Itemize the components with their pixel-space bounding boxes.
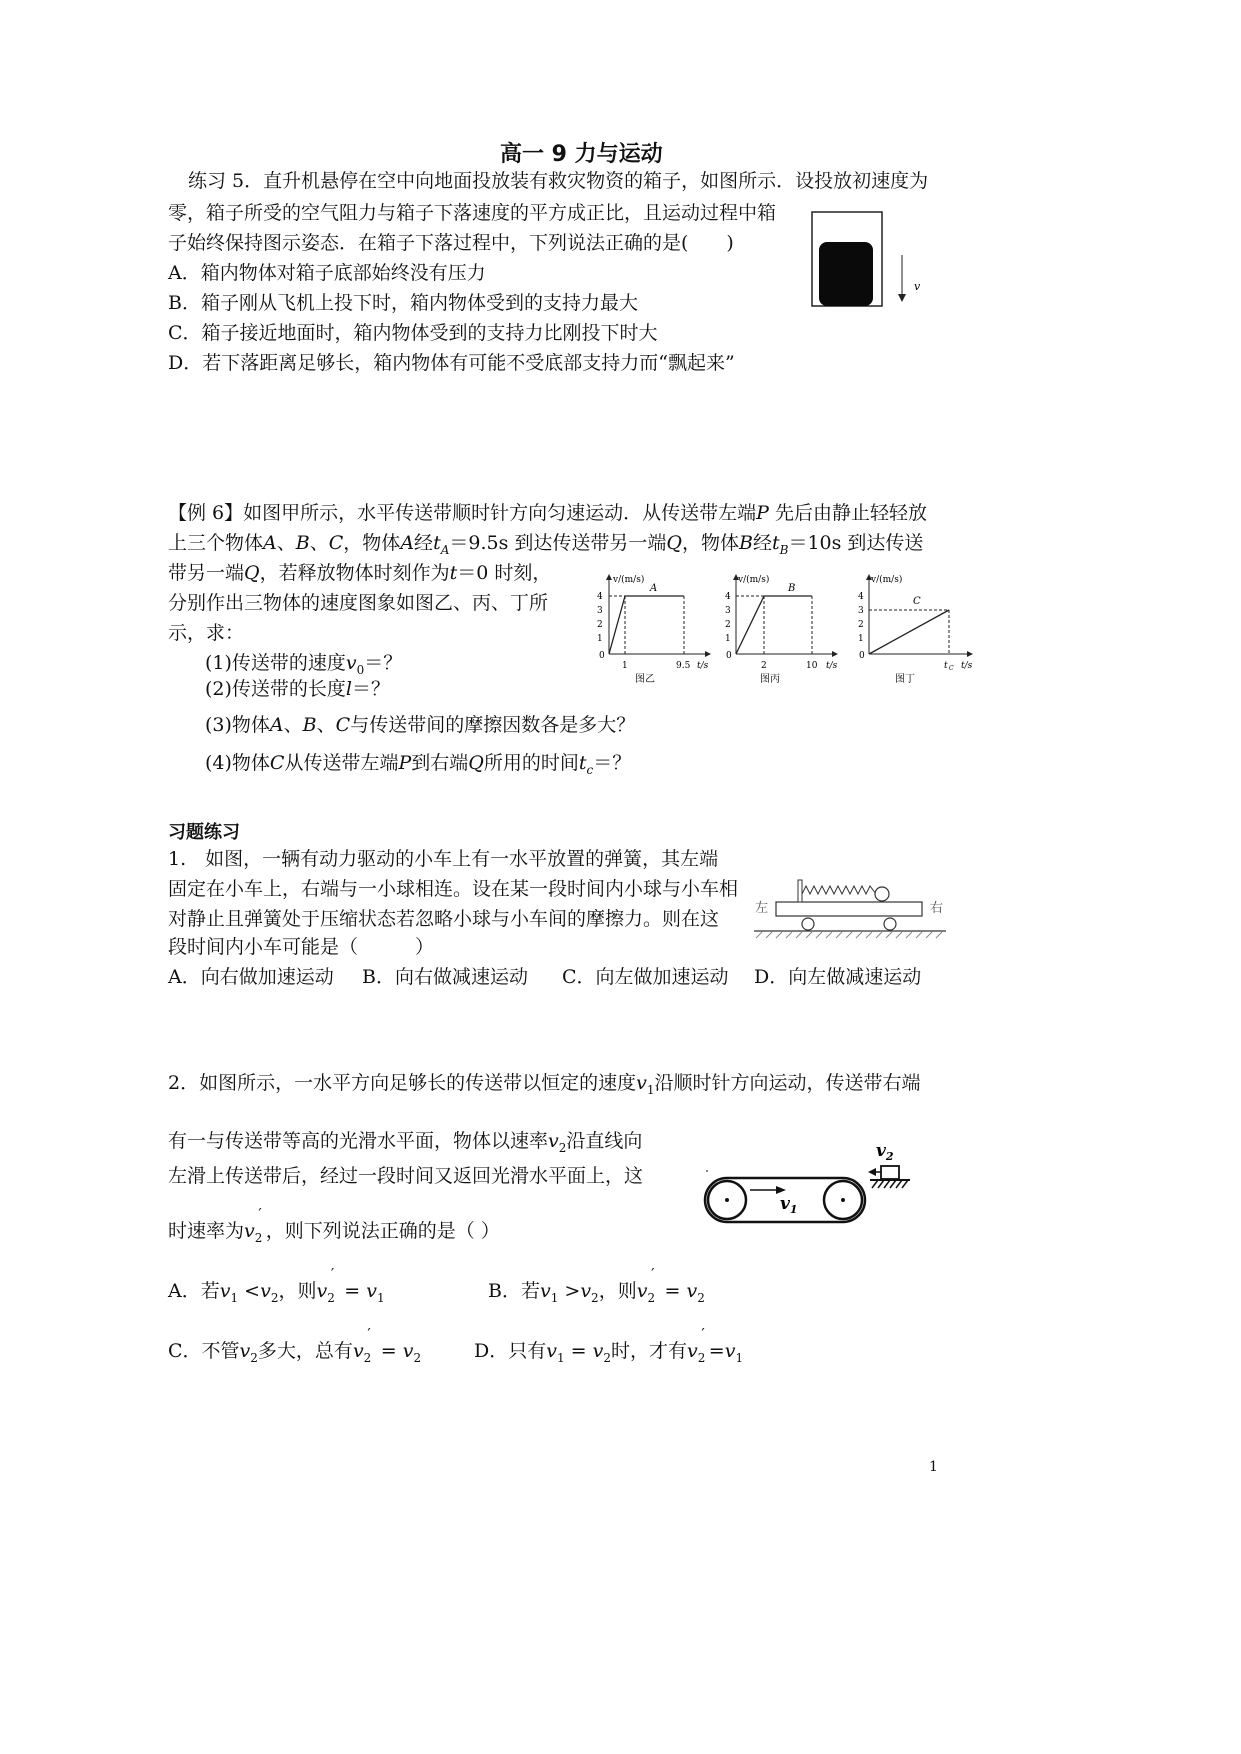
p2-line1: 2．如图所示，一水平方向足够长的传送带以恒定的速度$v_1$沿顺时针方向运动，传送带右端	[168, 1072, 921, 1097]
svg-text:t: t	[944, 661, 948, 671]
p2-option-b: B．若$v_1 >v_2$，则$v_2' = v_2$	[488, 1265, 705, 1305]
svg-text:t/s: t/s	[697, 661, 709, 671]
svg-text:0: 0	[859, 651, 865, 661]
cart-figure	[752, 872, 948, 944]
p2-option-c: C．不管$v_2$多大，总有$v_2' = v_2$	[168, 1325, 422, 1365]
svg-text:v/(m/s): v/(m/s)	[738, 575, 770, 585]
v2-label: $v_2$	[876, 1141, 894, 1163]
p1-option-c: C．向左做加速运动	[562, 966, 729, 988]
conveyor-figure	[700, 1132, 916, 1232]
wheel-right-icon	[884, 918, 896, 930]
p2-option-d: D．只有$v_1 = v_2$时，才有$v_2'=v_1$	[474, 1325, 744, 1365]
p2-line2: 有一与传送带等高的光滑水平面，物体以速率$v_2$沿直线向	[168, 1130, 643, 1155]
svg-text:4: 4	[597, 592, 603, 602]
p2-option-a: A．若$v_1 <v_2$，则$v_2' = v_1$	[168, 1265, 385, 1305]
svg-text:3: 3	[725, 606, 731, 616]
ex5-option-c: C．箱子接近地面时，箱内物体受到的支持力比刚投下时大	[168, 322, 658, 344]
ex5-option-b: B．箱子刚从飞机上投下时，箱内物体受到的支持力最大	[168, 292, 638, 314]
svg-text:t/s: t/s	[961, 661, 973, 671]
cargo-block	[819, 242, 873, 306]
ex6-line4: 分别作出三物体的速度图象如图乙、丙、丁所	[168, 592, 549, 614]
svg-text:C: C	[949, 665, 954, 672]
svg-text:v/(m/s): v/(m/s)	[613, 575, 645, 585]
ex6-question-2: (2)传送带的长度l＝？	[205, 678, 391, 700]
svg-text:2: 2	[597, 620, 603, 630]
object-block	[881, 1166, 899, 1179]
svg-text:图丙: 图丙	[760, 674, 780, 684]
svg-text:v/(m/s): v/(m/s)	[871, 575, 903, 585]
p1-option-a: A．向右做加速运动	[168, 966, 334, 988]
graph-ding-ramp	[869, 610, 949, 654]
practice-heading: 习题练习	[168, 822, 240, 843]
svg-text:1: 1	[622, 661, 628, 671]
svg-text:0: 0	[599, 651, 605, 661]
p1-line3: 对静止且弹簧处于压缩状态若忽略小球与小车间的摩擦力。则在这	[168, 908, 720, 930]
ex5-option-d: D．若下落距离足够长，箱内物体有可能不受底部支持力而“飘起来”	[168, 352, 735, 374]
p1-line4: 段时间内小车可能是（ ）	[168, 936, 435, 958]
ex5-line1: 练习 5．直升机悬停在空中向地面投放装有救灾物资的箱子，如图所示．设投放初速度为	[188, 170, 929, 192]
ball-icon	[875, 887, 889, 901]
ex6-line3: 带另一端Q，若释放物体时刻作为t＝0 时刻，	[168, 562, 552, 584]
v1-label: $v_1$	[780, 1194, 798, 1216]
ex6-question-3: (3)物体A、B、C与传送带间的摩擦因数各是多大？	[205, 714, 636, 736]
svg-text:4: 4	[858, 592, 864, 602]
p1-line2: 固定在小车上，右端与一小球相连。设在某一段时间内小球与小车相	[168, 878, 739, 900]
p2-line3: 左滑上传送带后，经过一段时间又返回光滑水平面上，这	[168, 1165, 644, 1187]
svg-text:1: 1	[858, 634, 864, 644]
svg-text:2: 2	[761, 661, 767, 671]
svg-text:图乙: 图乙	[635, 674, 655, 684]
svg-text:4: 4	[725, 592, 731, 602]
graph-yi-ramp	[609, 596, 625, 654]
svg-text:C: C	[913, 596, 921, 607]
svg-text:2: 2	[725, 620, 731, 630]
ex5-option-a: A．箱内物体对箱子底部始终没有压力	[168, 262, 486, 284]
svg-text:右: 右	[930, 901, 944, 916]
svg-text:3: 3	[858, 606, 864, 616]
svg-text:A: A	[650, 583, 658, 594]
left-arrow-icon	[868, 1168, 876, 1176]
ex6-question-1: (1)传送带的速度$v_0=$？	[205, 652, 403, 677]
svg-text:左: 左	[755, 901, 769, 916]
right-arrow-icon	[776, 1186, 786, 1194]
cart-body	[776, 902, 922, 916]
velocity-label: v	[914, 280, 921, 293]
page-number: 1	[929, 1459, 938, 1475]
svg-text:1: 1	[725, 634, 731, 644]
svg-text:t/s: t/s	[826, 661, 838, 671]
ex6-line2: 上三个物体A、B、C，物体A经$t_A=9.5s$ 到达传送带另一端Q，物体B经$t_B=10s$ 到达传送	[168, 532, 924, 557]
ex6-question-4: (4)物体C从传送带左端P到右端Q所用的时间$t_c=$？	[205, 752, 632, 777]
ex6-line1: 【例 6】如图甲所示，水平传送带顺时针方向匀速运动．从传送带左端P 先后由静止轻轻放	[168, 502, 927, 524]
box-figure	[810, 210, 940, 310]
graph-yi	[585, 572, 715, 684]
svg-text:1: 1	[597, 634, 603, 644]
svg-text:10: 10	[806, 661, 818, 671]
graph-bing-ramp	[736, 596, 764, 654]
page-title: 高一 9 力与运动	[500, 142, 663, 167]
ex5-line2: 零，箱子所受的空气阻力与箱子下落速度的平方成正比，且运动过程中箱	[168, 202, 777, 224]
p2-line4: 时速率为$v_2'$，则下列说法正确的是（ ）	[168, 1205, 500, 1245]
p1-option-d: D．向左做减速运动	[754, 966, 922, 988]
graph-bing	[722, 572, 852, 684]
p1-line1: 1. 如图，一辆有动力驱动的小车上有一水平放置的弹簧，其左端	[168, 848, 719, 870]
svg-text:9.5: 9.5	[676, 661, 691, 671]
wheel-left-icon	[802, 918, 814, 930]
spring-wall	[798, 880, 802, 902]
graph-ding	[855, 572, 985, 684]
down-arrow-icon	[898, 294, 906, 302]
p1-option-b: B．向右做减速运动	[362, 966, 528, 988]
ex5-line3: 子始终保持图示姿态．在箱子下落过程中，下列说法正确的是( )	[168, 232, 734, 254]
svg-text:3: 3	[597, 606, 603, 616]
svg-text:图丁: 图丁	[895, 674, 915, 684]
svg-text:0: 0	[726, 651, 732, 661]
spring-icon	[802, 886, 876, 894]
svg-text:2: 2	[858, 620, 864, 630]
svg-text:B: B	[788, 583, 796, 594]
ex6-line5: 示，求：	[168, 622, 245, 644]
